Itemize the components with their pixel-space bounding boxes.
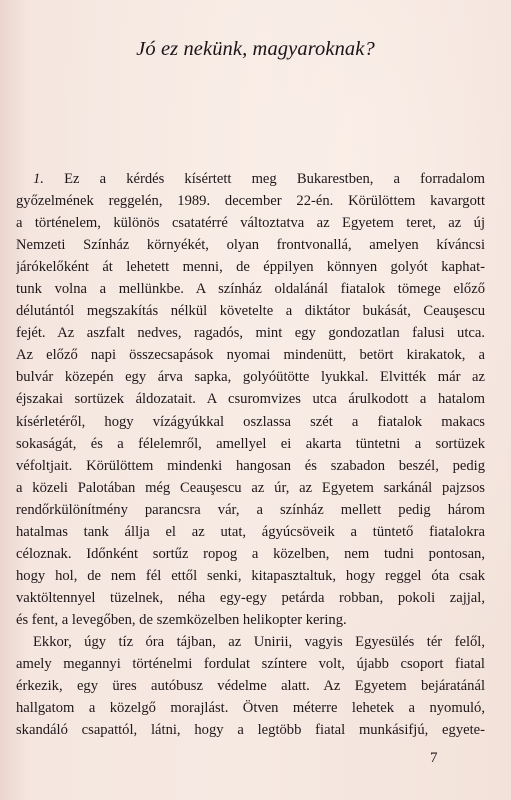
- text-line-9: Az előző napi összecsapások nyomai mindenütt, betört kirakatok, a: [16, 347, 485, 364]
- chapter-title: Jó ez nekünk, magyaroknak?: [136, 38, 375, 60]
- text-line-12: kísérletéről, hogy vízágyúkkal oszlassa szét a fiatalok makacs: [16, 413, 485, 430]
- text-line-8: fejét. Az aszfalt nedves, ragadós, mint egy gondozatlan falusi utca.: [16, 325, 485, 342]
- body-text: [16, 168, 485, 741]
- text-line-11: éjszakai sortüzek áldozatait. A csuromvizes utca árulkodott a hatalom: [16, 391, 485, 408]
- text-line-15: a közeli Palotában még Ceauşescu az úr, az Egyetem sarkánál pajzsos: [16, 479, 485, 496]
- text-line-24: érkezik, egy üres autóbusz védelme alatt. Az Egyetem bejáratánál: [16, 678, 485, 695]
- text-line-19: hogy hol, de nem fél ettől senki, kitapasztaltuk, hogy reggel óta csak: [16, 567, 485, 584]
- text-line-25: hallgatom a közelgő morajlást. Ötven méterre lehetek a nyomuló,: [16, 700, 485, 717]
- text-line-6: tunk volna a mellünkbe. A színház oldalánál fiatalok tömege előző: [16, 281, 485, 298]
- text-line-3: a történelem, különös csatatérré változtatva az Egyetem teret, az új: [16, 215, 485, 232]
- text-line-10: bulvár közepén egy árva sapka, golyóütötte lyukkal. Elvitték már az: [16, 369, 485, 386]
- text-line-23: amely megannyi történelmi fordulat színtere volt, újabb csoport fiatal: [16, 656, 485, 673]
- text-line-20: vaktöltennyel tüzelnek, néha egy-egy petárda robban, pokoli zajjal,: [16, 589, 485, 606]
- text-line-18: céloznak. Időnként sortűz ropog a közelben, nem tudni pontosan,: [16, 545, 485, 562]
- text-line-21: és fent, a levegőben, de szemközelben helikopter kering.: [16, 611, 347, 628]
- text-line-1: 1. Ez a kérdés kísértett meg Bukarestben, a forradalom: [33, 171, 485, 187]
- text-line-22: Ekkor, úgy tíz óra tájban, az Unirii, vagyis Egyesülés tér felől,: [33, 633, 485, 650]
- section-number: 1.: [33, 171, 44, 187]
- page-number: 7: [430, 750, 438, 766]
- text-line-17: hatalmas tank állja el az utat, ágyúcsöveik a tüntető fiatalokra: [16, 523, 485, 540]
- text-line-16: rendőrkülönítmény parancsra vár, a színház mellett pedig három: [16, 501, 485, 518]
- text-line-26: skandáló csapattól, látni, hogy a legtöbb fiatal munkásifjú, egyete-: [16, 722, 485, 739]
- text-line-7: délutántól megszakítás nélkül követelte a diktátor bukását, Ceauşescu: [16, 303, 485, 320]
- text-line-14: véfoltjait. Körülöttem mindenki hangosan és szabadon beszél, pedig: [16, 457, 485, 474]
- text-line-2: győzelmének reggelén, 1989. december 22-én. Körülöttem kavargott: [16, 193, 485, 210]
- text-line-13: sokaságát, és a félelemről, amellyel ei akarta tüntetni a sortüzek: [16, 435, 485, 452]
- text-line-5: járókelőként át lehetett menni, de éppilyen könnyen golyót kaphat-: [16, 259, 485, 276]
- text-line-4: Nemzeti Színház környékét, olyan frontvonallá, amelyen kíváncsi: [16, 237, 485, 254]
